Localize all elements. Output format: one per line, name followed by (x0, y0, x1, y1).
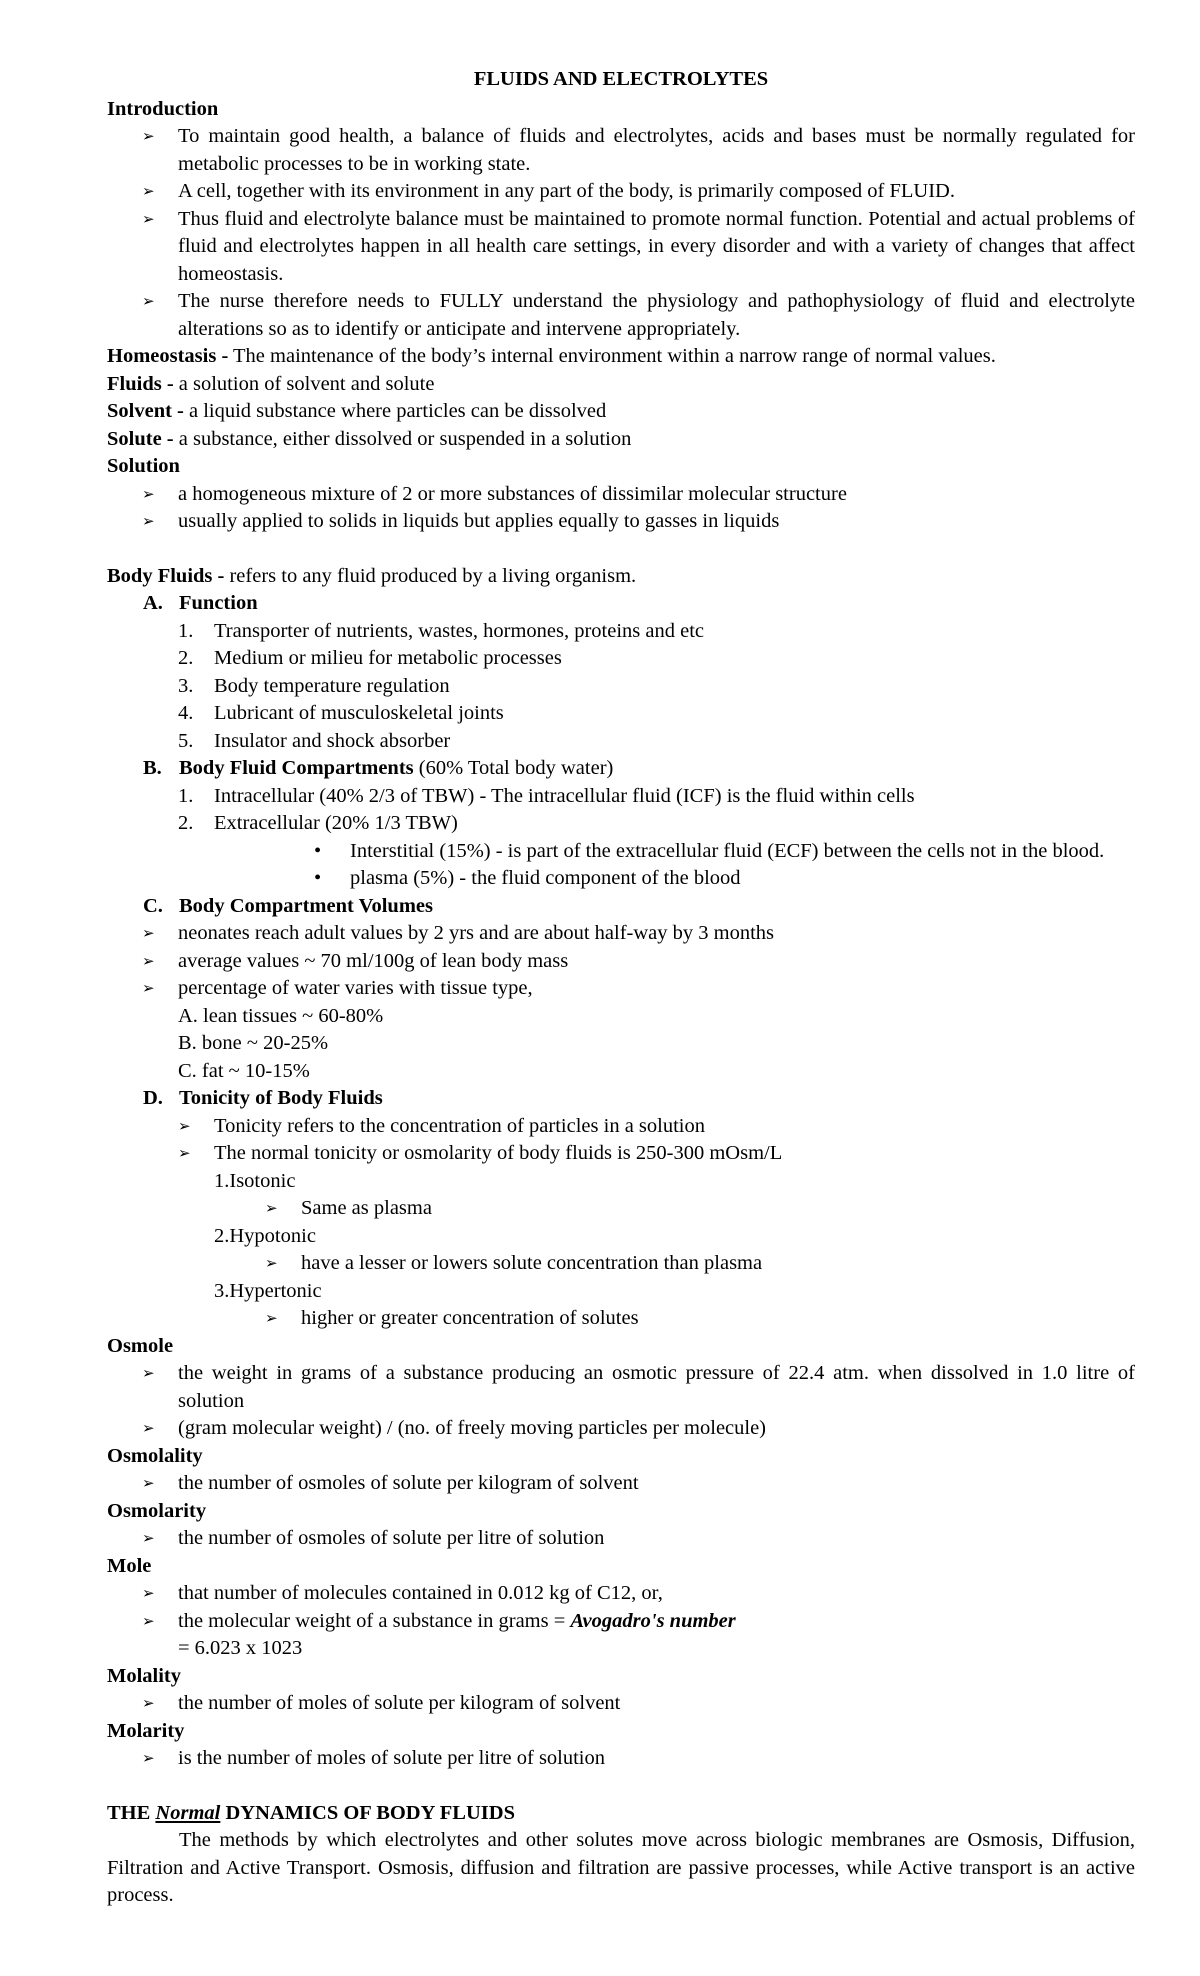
list-item: ➢ (gram molecular weight) / (no. of freely moving particles per molecule) (142, 1415, 1135, 1443)
heading-emphasis: Normal (155, 1801, 221, 1824)
item-number: 1. (178, 619, 194, 642)
list-item (178, 810, 1135, 838)
list-item: C. fat ~ 10-15% (178, 1059, 310, 1082)
isotonic-list (107, 1195, 1135, 1223)
item-text: the molecular weight of a substance in grams = (178, 1609, 571, 1632)
list-item: ➢ The nurse therefore needs to FULLY understand the physiology and pathophysiology of fluid and electrolyte alterations so as to identify or anticipate and intervene appropriately. (142, 288, 1135, 343)
section-title-wrap (179, 755, 613, 783)
list-item: ➢ Tonicity refers to the concentration of particles in a solution (178, 1113, 1135, 1141)
definition-homeostasis (107, 343, 1135, 371)
dynamics-heading (107, 1800, 1135, 1828)
item-text: Body temperature regulation (214, 674, 450, 697)
mole-continuation: = 6.023 x 1023 (178, 1637, 303, 1659)
definition-text: refers to any fluid produced by a living organism. (224, 564, 637, 587)
heading-part: DYNAMICS OF BODY FLUIDS (220, 1801, 515, 1824)
list-item (178, 728, 1135, 756)
tonicity-type-hypotonic: 2.Hypotonic (214, 1224, 316, 1247)
hypotonic-list (107, 1250, 1135, 1278)
function-section-heading (107, 590, 1135, 618)
mole-list (107, 1580, 1135, 1635)
item-text: Medium or milieu for metabolic processes (214, 647, 562, 669)
item-text: Intracellular (40% 2/3 of TBW) - The intracellular fluid (ICF) is the fluid within cells (214, 784, 915, 807)
section-title: Body Fluid Compartments (179, 757, 414, 779)
definition-term: Homeostasis - (107, 345, 229, 367)
body-fluids-definition (107, 563, 1135, 591)
list-item: ➢ percentage of water varies with tissue type, (142, 975, 1135, 1003)
list-item: A. lean tissues ~ 60-80% (178, 1004, 384, 1027)
osmolality-heading: Osmolality (107, 1444, 203, 1467)
item-number: 3. (178, 674, 194, 697)
spacer (107, 536, 1135, 563)
solution-heading: Solution (107, 455, 180, 477)
item-text: Lubricant of musculoskeletal joints (214, 702, 504, 724)
spacer (107, 1773, 1135, 1800)
list-item: ➢ To maintain good health, a balance of fluids and electrolytes, acids and bases must be normally regulated for metabolic processes to be in working state. (142, 123, 1135, 178)
list-item: ➢ the number of moles of solute per kilogram of solvent (142, 1690, 1135, 1718)
osmolarity-heading: Osmolarity (107, 1499, 207, 1522)
mole-heading: Mole (107, 1554, 152, 1577)
molarity-heading: Molarity (107, 1719, 185, 1742)
item-text: Extracellular (20% 1/3 TBW) (214, 812, 458, 834)
section-note: (60% Total body water) (413, 757, 614, 779)
list-item: ➢ The normal tonicity or osmolarity of body fluids is 250-300 mOsm/L (178, 1140, 1135, 1168)
item-text: Insulator and shock absorber (214, 729, 451, 752)
definition-text: The maintenance of the body’s internal environment within a narrow range of normal values. (228, 345, 996, 367)
list-item (178, 645, 1135, 673)
definition-term: Solvent - (107, 400, 184, 422)
definition-term: Fluids - (107, 372, 174, 395)
section-label: D. (143, 1087, 163, 1109)
definition-term: Body Fluids - (107, 564, 225, 587)
list-item: ➢ that number of molecules contained in 0.012 kg of C12, or, (142, 1580, 1135, 1608)
list-item: B. bone ~ 20-25% (178, 1032, 329, 1054)
item-text: Transporter of nutrients, wastes, hormones, proteins and etc (214, 619, 705, 642)
list-item: ➢ a homogeneous mixture of 2 or more substances of dissimilar molecular structure (142, 481, 1135, 509)
list-item: ➢ Thus fluid and electrolyte balance must be maintained to promote normal function. Potential and actual problems of fluid and electrolytes happen in all health care settings, in every disorder and with a variety of changes that affect homeostasis. (142, 206, 1135, 289)
molarity-list (107, 1745, 1135, 1773)
section-label: C. (143, 894, 163, 917)
list-item: ➢ neonates reach adult values by 2 yrs and are about half-way by 3 months (142, 920, 1135, 948)
tonicity-type-hypertonic: 3.Hypertonic (214, 1279, 322, 1302)
section-title: Function (179, 592, 258, 614)
list-item: • Interstitial (15%) - is part of the extracellular fluid (ECF) between the cells not in the blood. (314, 838, 1135, 866)
definition-text: a liquid substance where particles can be dissolved (183, 400, 607, 422)
section-title: Tonicity of Body Fluids (179, 1087, 383, 1109)
molality-list (107, 1690, 1135, 1718)
osmolarity-list (107, 1525, 1135, 1553)
compartments-section-heading (107, 755, 1135, 783)
osmole-heading: Osmole (107, 1334, 174, 1357)
item-number: 4. (178, 702, 194, 724)
introduction-list (107, 123, 1135, 343)
compartments-list (107, 783, 1135, 838)
avogadro-term: Avogadro's number (570, 1609, 736, 1632)
osmole-list (107, 1360, 1135, 1443)
definition-solute (107, 426, 1135, 454)
heading-part: THE (107, 1801, 156, 1824)
molality-heading: Molality (107, 1664, 182, 1687)
section-label: A. (143, 592, 163, 614)
item-number: 1. (178, 784, 194, 807)
list-item: ➢ the number of osmoles of solute per kilogram of solvent (142, 1470, 1135, 1498)
item-number: 2. (178, 647, 194, 669)
definition-fluids (107, 371, 1135, 399)
section-title: Body Compartment Volumes (179, 894, 433, 917)
volumes-section-heading (107, 893, 1135, 921)
introduction-heading: Introduction (107, 97, 219, 120)
list-item (142, 1608, 1135, 1636)
section-label: B. (143, 757, 162, 779)
list-item: ➢ higher or greater concentration of solutes (265, 1305, 1135, 1333)
list-item: ➢ usually applied to solids in liquids but applies equally to gasses in liquids (142, 508, 1135, 536)
definition-term: Solute - (107, 427, 174, 450)
item-number: 2. (178, 812, 194, 834)
solution-list (107, 481, 1135, 536)
definition-solvent (107, 398, 1135, 426)
function-list (107, 618, 1135, 756)
hypertonic-list (107, 1305, 1135, 1333)
tonicity-type-isotonic: 1.Isotonic (214, 1169, 296, 1192)
osmolality-list (107, 1470, 1135, 1498)
list-item (178, 783, 1135, 811)
definition-text: a substance, either dissolved or suspended in a solution (173, 427, 632, 450)
tonicity-list (107, 1113, 1135, 1168)
list-item: • plasma (5%) - the fluid component of the blood (314, 865, 1135, 893)
list-item: ➢ the number of osmoles of solute per litre of solution (142, 1525, 1135, 1553)
list-item: ➢ is the number of moles of solute per litre of solution (142, 1745, 1135, 1773)
volumes-list (107, 920, 1135, 1003)
list-item: ➢ average values ~ 70 ml/100g of lean body mass (142, 948, 1135, 976)
list-item: ➢ Same as plasma (265, 1195, 1135, 1223)
list-item: ➢ A cell, together with its environment in any part of the body, is primarily composed of FLUID. (142, 178, 1135, 206)
list-item (178, 618, 1135, 646)
list-item: ➢ the weight in grams of a substance producing an osmotic pressure of 22.4 atm. when dissolved in 1.0 litre of solution (142, 1360, 1135, 1415)
extracellular-sublist (107, 838, 1135, 893)
tissue-list (107, 1003, 1135, 1086)
list-item: ➢ have a lesser or lowers solute concentration than plasma (265, 1250, 1135, 1278)
list-item (178, 673, 1135, 701)
list-item (178, 700, 1135, 728)
dynamics-paragraph: The methods by which electrolytes and other solutes move across biologic membranes are Osmosis, Diffusion, Filtration and Active Transport. Osmosis, diffusion and filtration are passive processes, while Active transport is an active process. (107, 1829, 1135, 1906)
page-title: FLUIDS AND ELECTROLYTES (473, 68, 769, 90)
tonicity-section-heading (107, 1085, 1135, 1113)
definition-text: a solution of solvent and solute (173, 372, 435, 395)
item-number: 5. (178, 729, 194, 752)
